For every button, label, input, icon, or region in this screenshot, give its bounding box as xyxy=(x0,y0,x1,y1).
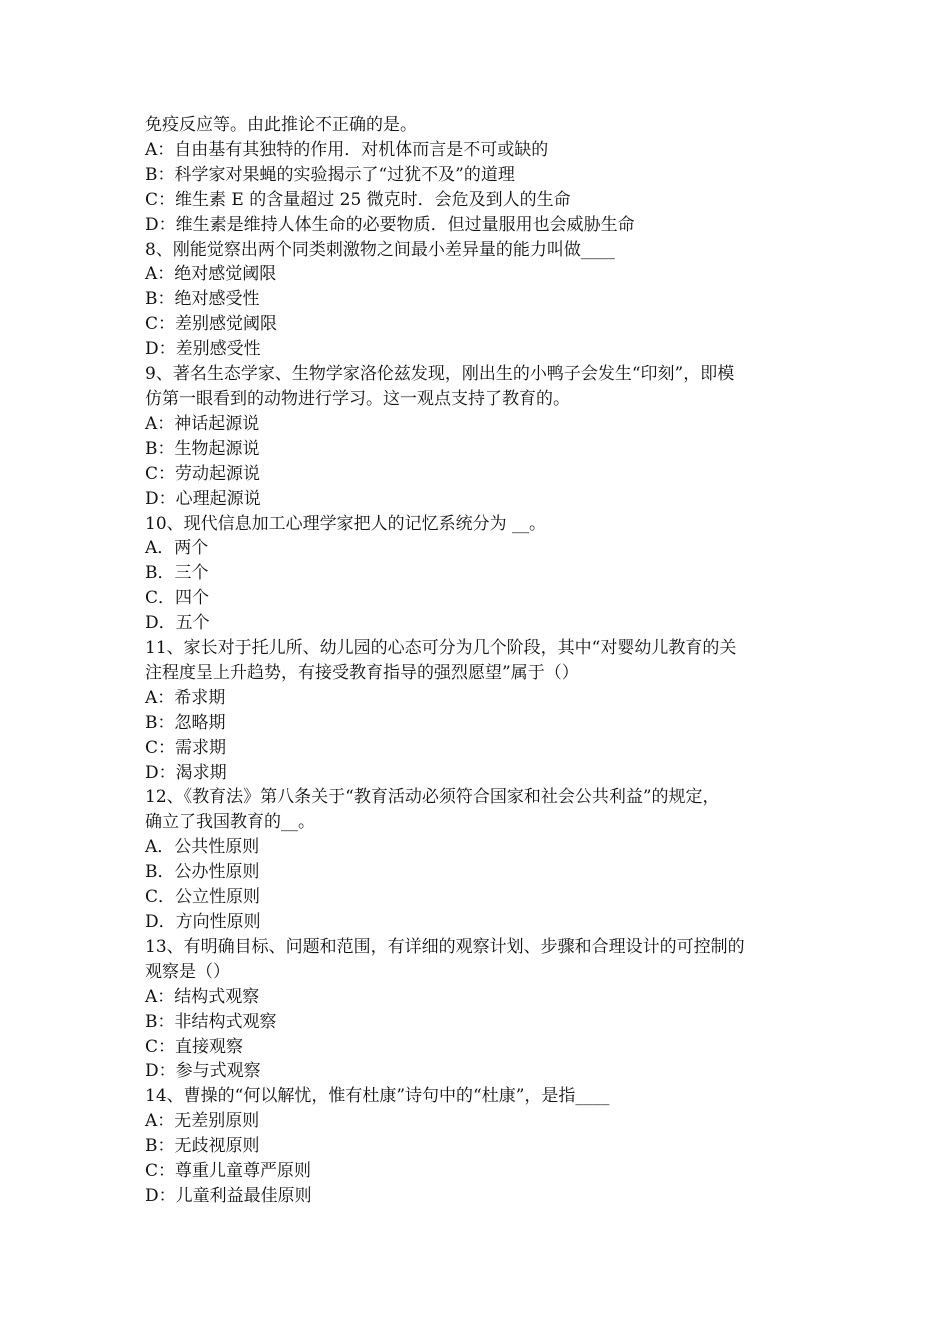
option-d: D：参与式观察 xyxy=(145,1061,261,1082)
option-c: C．公立性原则 xyxy=(145,887,261,908)
question-8: 8、刚能觉察出两个同类刺激物之间最小差异量的能力叫做____ xyxy=(145,239,615,260)
option-b: B：科学家对果蝇的实验揭示了“过犹不及”的道理 xyxy=(145,164,515,185)
question-9-continued: 仿第一眼看到的动物进行学习。这一观点支持了教育的。 xyxy=(145,388,570,409)
option-c: C：维生素 E 的含量超过 25 微克时．会危及到人的生命 xyxy=(145,189,571,210)
option-c: C：差别感觉阈限 xyxy=(145,314,278,335)
option-a: A：希求期 xyxy=(145,687,226,708)
question-13-continued: 观察是（） xyxy=(145,961,230,982)
option-a: A：神话起源说 xyxy=(145,413,260,434)
option-a: A：自由基有其独特的作用．对机体而言是不可或缺的 xyxy=(145,139,549,160)
option-b: B：无歧视原则 xyxy=(145,1136,260,1157)
option-a: A．公共性原则 xyxy=(145,837,260,858)
document-body xyxy=(145,113,815,1209)
option-d: D：差别感受性 xyxy=(145,339,261,360)
option-b: B：绝对感受性 xyxy=(145,289,260,310)
question-11: 11、家长对于托儿所、幼儿园的心态可分为几个阶段，其中“对婴幼儿教育的关 xyxy=(145,638,737,659)
question-10: 10、现代信息加工心理学家把人的记忆系统分为 __。 xyxy=(145,513,547,534)
option-c: C．四个 xyxy=(145,588,210,609)
option-a: A：无差别原则 xyxy=(145,1111,260,1132)
question-14: 14、曹操的“何以解忧，惟有杜康”诗句中的“杜康”，是指____ xyxy=(145,1086,610,1107)
text-line: 免疫反应等。由此推论不正确的是。 xyxy=(145,115,417,135)
question-13: 13、有明确目标、问题和范围，有详细的观察计划、步骤和合理设计的可控制的 xyxy=(145,936,745,957)
option-b: B．公办性原则 xyxy=(145,862,260,883)
question-12-continued: 确立了我国教育的__。 xyxy=(145,812,315,833)
option-a: A：绝对感觉阈限 xyxy=(145,264,277,285)
option-c: C：劳动起源说 xyxy=(145,463,261,484)
option-d: D：心理起源说 xyxy=(145,488,261,509)
option-b: B：生物起源说 xyxy=(145,438,260,459)
option-d: D．方向性原则 xyxy=(145,912,261,932)
option-c: C：需求期 xyxy=(145,737,227,758)
option-b: B．三个 xyxy=(145,563,209,584)
option-d: D：渴求期 xyxy=(145,762,227,783)
option-c: C：直接观察 xyxy=(145,1036,244,1057)
question-12: 12、《教育法》第八条关于“教育活动必须符合国家和社会公共利益”的规定， xyxy=(145,787,720,808)
option-a: A．两个 xyxy=(145,538,209,559)
option-d: D．五个 xyxy=(145,613,210,634)
option-c: C：尊重儿童尊严原则 xyxy=(145,1161,312,1182)
option-a: A：结构式观察 xyxy=(145,986,260,1007)
option-b: B：非结构式观察 xyxy=(145,1011,277,1032)
question-9: 9、著名生态学家、生物学家洛伦兹发现，刚出生的小鸭子会发生“印刻”，即模 xyxy=(145,364,735,385)
question-11-continued: 注程度呈上升趋势，有接受教育指导的强烈愿望”属于（） xyxy=(145,662,579,683)
option-d: D：儿童利益最佳原则 xyxy=(145,1185,312,1206)
option-b: B：忽略期 xyxy=(145,712,226,733)
option-d: D：维生素是维持人体生命的必要物质．但过量服用也会威胁生命 xyxy=(145,214,635,235)
